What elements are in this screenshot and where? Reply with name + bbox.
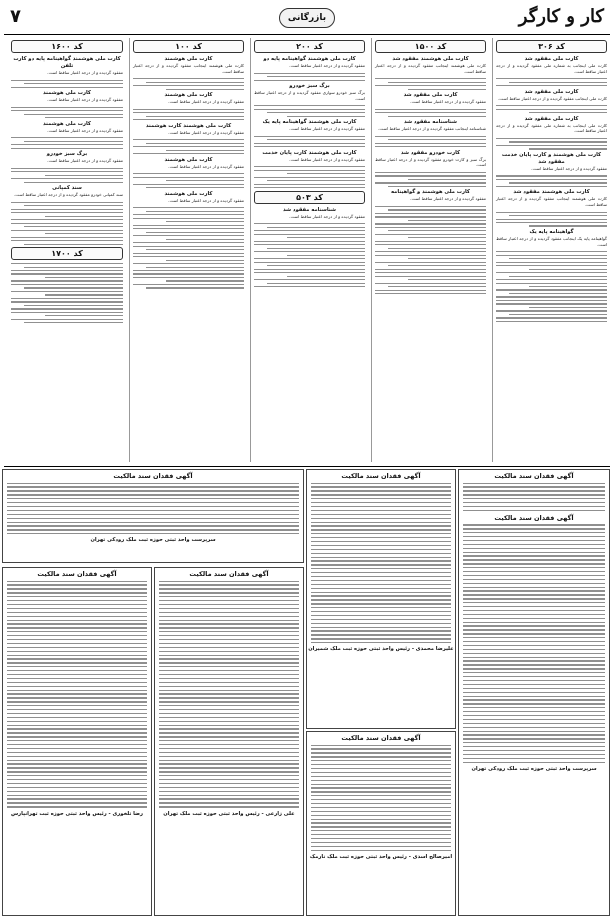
- section-badge: بازرگانی: [279, 8, 335, 28]
- ad-text-lines: [11, 202, 123, 245]
- classified-ad: [254, 83, 365, 101]
- ad-text-lines: [11, 263, 123, 323]
- ad-body: کارت ملی اینجانب به شماره ملی مفقود گردیده و از درجه اعتبار ساقط است.: [496, 122, 607, 134]
- ad-body: مفقود گردیده و از درجه اعتبار ساقط است.: [47, 127, 123, 133]
- ad-body: مفقود گردیده و از درجه اعتبار ساقط است.: [47, 70, 123, 75]
- ad-body: کارت ملی هوشمند اینجانب مفقود گردیده و از درجه اعتبار ساقط است.: [133, 63, 244, 74]
- ad-text-lines: [496, 251, 607, 322]
- classified-ad: [133, 157, 244, 170]
- ad-body: کارت ملی اینجانب به شماره ملی مفقود گردیده و از درجه اعتبار ساقط است.: [496, 63, 607, 74]
- classified-ad: [375, 189, 486, 202]
- classified-ad: [133, 123, 244, 136]
- ad-title: کارت ملی مفقود شد: [524, 115, 579, 122]
- notice-signature: رضا تلخوری - رئیس واحد ثبتی حوزه ثبت تهرانپارس: [10, 810, 144, 817]
- ad-title: گواهینامه پایه یک: [529, 228, 574, 235]
- notice-title: آگهی فقدان سند مالکیت: [341, 734, 421, 742]
- ad-title: کارت ملی هوشمند: [164, 156, 213, 163]
- ad-text-lines: [496, 138, 607, 150]
- ad-text-lines: [133, 78, 244, 90]
- ad-text-lines: [254, 73, 365, 81]
- ad-body: مفقود گردیده و از درجه اعتبار ساقط است.: [289, 156, 365, 162]
- ad-title: کارت ملی مفقود شد: [403, 92, 458, 99]
- ad-title: کارت ملی هوشمند گواهینامه پایه دو: [263, 56, 356, 62]
- ad-title: کارت ملی هوشمند: [43, 90, 91, 97]
- classified-ad: [11, 90, 123, 103]
- ad-title: کارت ملی هوشمند: [164, 56, 213, 62]
- ad-body: کارت ملی هوشمند اینجانب مفقود گردیده و از درجه اعتبار ساقط است.: [496, 196, 607, 207]
- classified-ad: [11, 121, 123, 134]
- page-number: ۷: [10, 6, 21, 27]
- classified-columns: [4, 38, 610, 462]
- notice-title: آگهی فقدان سند مالکیت: [189, 570, 269, 578]
- ad-text-lines: [375, 78, 486, 90]
- ad-text-lines: [496, 175, 607, 187]
- ad-title: کارت ملی هوشمند: [43, 120, 91, 127]
- deed-loss-notice: [306, 469, 456, 729]
- classified-column: [8, 38, 126, 462]
- ad-text-lines: [254, 136, 365, 148]
- ad-text-lines: [375, 136, 486, 148]
- notice-signature: سرپرست واحد ثبتی حوزه ثبت ملک رودکی تهران: [90, 537, 216, 544]
- ad-text-lines: [11, 137, 123, 149]
- notice-title: آگهی فقدان سند مالکیت: [113, 472, 193, 480]
- ad-text-lines: [133, 207, 244, 288]
- classified-ad: [254, 56, 365, 69]
- ad-body: مفقود گردیده و از درجه اعتبار ساقط است.: [289, 213, 365, 219]
- classified-ad: [133, 191, 244, 204]
- ad-body: گواهینامه پایه یک اینجانب مفقود گردیده و از درجه اعتبار ساقط است.: [496, 235, 607, 247]
- ad-text-lines: [11, 80, 123, 88]
- classified-ad: [496, 56, 607, 74]
- ad-body: مفقود گردیده و از درجه اعتبار ساقط است.: [410, 196, 486, 202]
- classified-column: [492, 38, 610, 462]
- notice-title: آگهی فقدان سند مالکیت: [341, 472, 421, 480]
- classified-ad: [133, 56, 244, 74]
- classified-ad: [375, 92, 486, 105]
- ad-body: کارت ملی اینجانب مفقود گردیده و از درجه اعتبار ساقط است.: [497, 95, 607, 101]
- ad-body: مفقود گردیده و از درجه اعتبار ساقط است.: [168, 129, 244, 135]
- classified-ad: [375, 150, 486, 168]
- ad-title: کارت ملی هوشمند و کارت پایان خدمت مفقود شد: [501, 151, 602, 165]
- ad-text-lines: [254, 105, 365, 117]
- classified-ad: [254, 207, 365, 220]
- ad-text-lines: [11, 107, 123, 119]
- deed-loss-notice: [458, 469, 610, 916]
- column-code: کد ۱۷۰۰: [11, 247, 123, 260]
- ad-title: کارت ملی مفقود شد: [524, 88, 579, 95]
- ad-body: کارت ملی هوشمند اینجانب مفقود گردیده و از درجه اعتبار ساقط است.: [375, 63, 486, 74]
- classified-ad: [496, 89, 607, 102]
- ad-text-lines: [133, 139, 244, 154]
- ad-title: کارت ملی هوشمند: [164, 190, 213, 197]
- classified-ad: [133, 92, 244, 105]
- classified-column: [371, 38, 489, 462]
- ad-text-lines: [133, 109, 244, 121]
- ad-title: کارت ملی هوشمند کارت هوشمند: [145, 122, 232, 129]
- column-code: کد ۱۰۰: [133, 40, 244, 53]
- ad-body: مفقود گردیده و از درجه اعتبار ساقط است.: [47, 97, 123, 103]
- ad-body: مفقود گردیده و از درجه اعتبار ساقط است.: [168, 197, 244, 203]
- ad-title: سند کمپانی: [52, 185, 82, 192]
- classified-ad: [11, 185, 123, 198]
- ad-title: کارت خودرو مفقود شد: [400, 149, 461, 156]
- notice-signature: امیرصالح اسدی - رئیس واحد ثبتی حوزه ثبت ملک نارمک: [309, 853, 453, 860]
- classified-column: [129, 38, 247, 462]
- ad-body: مفقود گردیده و از درجه اعتبار ساقط است.: [410, 99, 486, 105]
- ad-title: کارت ملی مفقود شد: [524, 56, 579, 62]
- column-code: کد ۵۰۳: [254, 191, 365, 204]
- classified-ad: [254, 150, 365, 163]
- classified-ad: [496, 229, 607, 247]
- ad-title: کارت ملی هوشمند کارت پایان خدمت: [262, 149, 357, 156]
- deed-loss-notice: [2, 567, 152, 916]
- ad-body: مفقود گردیده و از درجه اعتبار ساقط است.: [168, 99, 244, 105]
- ad-body: برگ سبز خودرو سواری مفقود گردیده و از درجه اعتبار ساقط است.: [254, 90, 365, 101]
- notice-title: آگهی فقدان سند مالکیت: [494, 513, 574, 522]
- ad-text-lines: [496, 212, 607, 227]
- ad-title: کارت ملی هوشمند گواهینامه پایه دو کارت تلفن: [13, 56, 121, 69]
- page-header: [4, 4, 610, 35]
- classified-ad: [11, 151, 123, 164]
- classified-ad: [496, 152, 607, 172]
- ad-text-lines: [11, 168, 123, 183]
- notice-title: آگهی فقدان سند مالکیت: [494, 472, 574, 480]
- classified-ad: [254, 119, 365, 132]
- column-code: کد ۳۰۶: [496, 40, 607, 53]
- ad-text-lines: [254, 223, 365, 287]
- ad-body: سند کمپانی خودرو مفقود گردیده و از درجه اعتبار ساقط است.: [13, 192, 123, 198]
- ad-text-lines: [496, 78, 607, 86]
- ad-body: مفقود گردیده و از درجه اعتبار ساقط است.: [168, 163, 244, 169]
- deed-loss-notice: [154, 567, 304, 916]
- classified-ad: [375, 56, 486, 74]
- ad-text-lines: [375, 172, 486, 187]
- classified-ad: [11, 56, 123, 76]
- column-code: کد ۱۵۰۰: [375, 40, 486, 53]
- ad-text-lines: [133, 173, 244, 188]
- ad-body: برگ سبز و کارت خودرو مفقود گردیده و از درجه اعتبار ساقط است.: [375, 156, 486, 168]
- ad-body: مفقود گردیده و از درجه اعتبار ساقط است.: [47, 158, 123, 164]
- ad-title: برگ سبز خودرو: [289, 83, 330, 90]
- column-code: کد ۲۰۰: [254, 40, 365, 53]
- ad-body: مفقود گردیده و از درجه اعتبار ساقط است.: [531, 165, 607, 171]
- deed-loss-notice: [2, 469, 304, 563]
- ad-title: شناسنامه مفقود شد: [404, 119, 457, 126]
- notice-signature: علیرضا محمدی - رئیس واحد ثبتی حوزه ثبت ملک شمیران: [308, 646, 454, 653]
- ad-text-lines: [496, 105, 607, 113]
- ad-text-lines: [375, 206, 486, 294]
- ad-title: کارت ملی هوشمند مفقود شد: [513, 189, 590, 196]
- notice-title: آگهی فقدان سند مالکیت: [37, 570, 117, 578]
- ad-body: شناسنامه اینجانب مفقود گردیده و از درجه اعتبار ساقط است.: [378, 126, 486, 132]
- legal-notices: [4, 466, 610, 916]
- notice-signature: سرپرست واحد ثبتی حوزه ثبت ملک رودکی تهران: [471, 765, 597, 772]
- ad-text-lines: [375, 109, 486, 117]
- ad-title: کارت ملی هوشمند: [164, 92, 213, 99]
- ad-title: کارت ملی هوشمند گواهینامه پایه یک: [262, 119, 357, 126]
- ad-title: شناسنامه مفقود شد: [283, 206, 336, 213]
- classified-ad: [496, 116, 607, 134]
- ad-body: مفقود گردیده و از درجه اعتبار ساقط است.: [289, 126, 365, 132]
- ad-title: کارت ملی هوشمند مفقود شد: [392, 56, 469, 62]
- ad-title: برگ سبز خودرو: [46, 151, 88, 158]
- newspaper-logo: کار و کارگر: [518, 6, 604, 27]
- ad-title: کارت ملی هوشمند و گواهینامه: [391, 189, 470, 196]
- deed-loss-notice: [306, 731, 456, 916]
- column-code: کد ۱۶۰۰: [11, 40, 123, 53]
- ad-body: مفقود گردیده و از درجه اعتبار ساقط است.: [289, 63, 365, 68]
- classified-ad: [375, 119, 486, 132]
- classified-ad: [496, 189, 607, 207]
- notice-signature: علی زارعی - رئیس واحد ثبتی حوزه ثبت ملک تهران: [163, 810, 295, 817]
- ad-text-lines: [254, 166, 365, 188]
- classified-column: [250, 38, 368, 462]
